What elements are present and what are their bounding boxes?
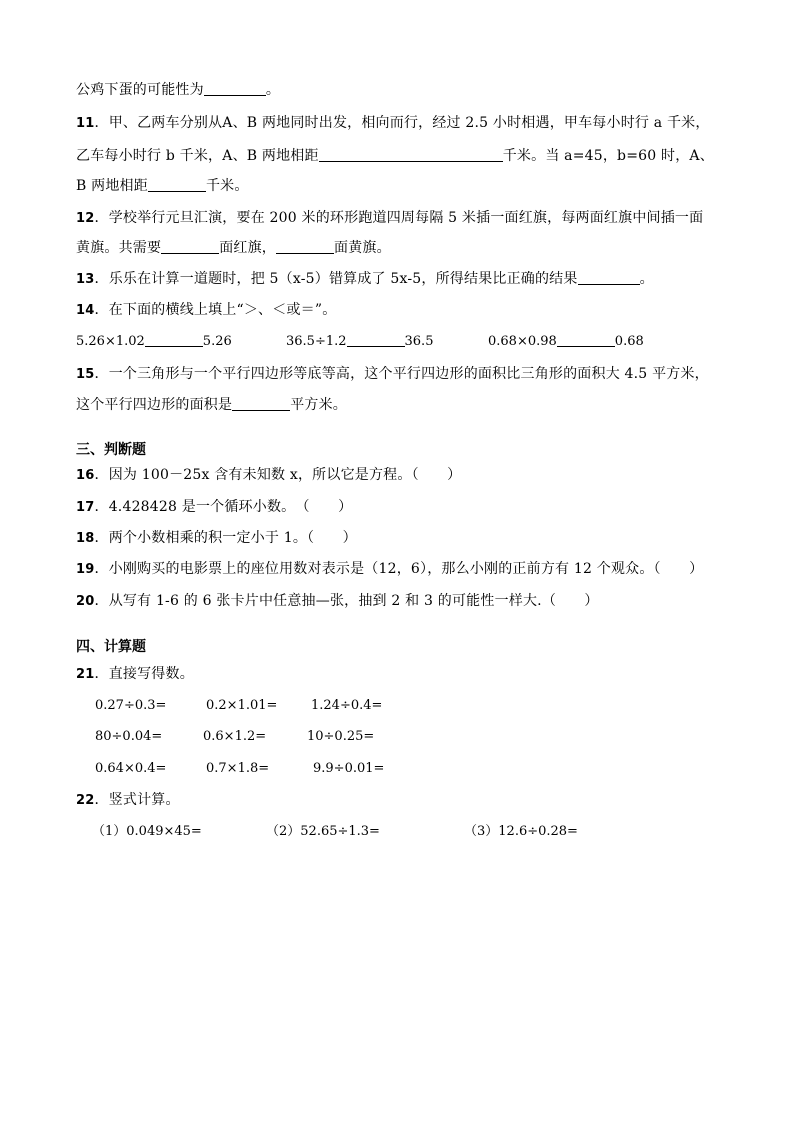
question-number: 12	[76, 211, 95, 226]
question-10-tail	[76, 80, 280, 100]
q18-text: ．两个小数相乘的积一定小于 1。（ ）	[94, 530, 357, 546]
vertical-calc-item: （3）12.6÷0.28=	[464, 824, 578, 839]
question-11-line-3	[76, 176, 249, 196]
question-15-line-2	[76, 395, 347, 415]
question-12-line-2	[76, 238, 391, 258]
answer-blank[interactable]	[578, 270, 640, 285]
oral-calc-item: 80÷0.04=	[95, 729, 163, 744]
question-13	[76, 269, 654, 290]
q22-text: ．竖式计算。	[94, 792, 180, 808]
q15-text: 平方米。	[290, 397, 348, 413]
question-11-line-2	[76, 146, 714, 166]
question-number: 19	[76, 562, 95, 577]
question-number: 13	[76, 272, 95, 287]
oral-calc-item: 10÷0.25=	[307, 729, 375, 744]
compare-left: 5.26×1.02	[76, 334, 145, 349]
compare-left: 0.68×0.98	[488, 334, 557, 349]
compare-item	[286, 332, 433, 352]
vertical-calc-item: （2）52.65÷1.3=	[266, 824, 380, 839]
oral-calc-item: 9.9÷0.01=	[313, 761, 385, 776]
question-number: 22	[76, 793, 95, 808]
question-number: 18	[76, 531, 95, 546]
question-number: 21	[76, 667, 95, 682]
q14-text: ．在下面的横线上填上“＞、＜或＝”。	[94, 302, 337, 318]
compare-item	[76, 332, 232, 352]
oral-calc-item: 0.2×1.01=	[206, 698, 278, 713]
question-16	[76, 465, 461, 486]
question-11-line-1	[76, 113, 710, 134]
question-12-line-1	[76, 208, 703, 229]
q11-text: ．甲、乙两车分别从A、B 两地同时出发，相向而行，经过 2.5 小时相遇，甲车每小时行 a 千米，	[94, 115, 710, 131]
question-number: 17	[76, 500, 95, 515]
q10-end: 。	[265, 82, 281, 98]
answer-blank[interactable]	[232, 396, 290, 411]
q15-text: ．一个三角形与一个平行四边形等底等高，这个平行四边形的面积比三角形的面积大 4.5 平方米，	[94, 366, 709, 382]
vertical-calc-item: （1）0.049×45=	[92, 824, 202, 839]
answer-blank[interactable]	[148, 177, 206, 192]
q17-text: ．4.428428 是一个循环小数。 （ ）	[94, 499, 353, 515]
q21-text: ．直接写得数。	[94, 666, 194, 682]
q15-text: 这个平行四边形的面积是	[76, 397, 233, 413]
oral-calc-item: 0.64×0.4=	[95, 761, 167, 776]
answer-blank[interactable]	[347, 332, 405, 347]
section-title: 四、计算题	[76, 639, 146, 655]
q11-text: 千米。当 a=45，b=60 时，A、	[502, 148, 714, 164]
q11-text: 千米。	[205, 178, 249, 194]
q13-text: 。	[639, 271, 654, 287]
q20-text: ．从写有 1-6 的 6 张卡片中任意抽—张，抽到 2 和 3 的可能性一样大.（ ）	[94, 593, 599, 609]
question-17	[76, 497, 352, 518]
question-14	[76, 300, 336, 321]
compare-right: 5.26	[202, 334, 232, 349]
answer-blank[interactable]	[319, 147, 503, 162]
q12-text: ．学校举行元旦汇演，要在 200 米的环形跑道四周每隔 5 米插一面红旗，每两面红旗中间插一面	[94, 210, 704, 226]
q12-text: 黄旗。共需要	[76, 240, 162, 256]
q13-text: ．乐乐在计算一道题时，把 5（x-5）错算成了 5x-5，所得结果比正确的结果	[94, 271, 578, 287]
question-number: 16	[76, 468, 95, 483]
compare-right: 36.5	[404, 334, 434, 349]
question-20	[76, 591, 599, 612]
q12-text: 面红旗，	[219, 240, 277, 256]
q11-text: B 两地相距	[76, 178, 148, 194]
oral-calc-item: 0.27÷0.3=	[95, 698, 167, 713]
answer-blank[interactable]	[276, 239, 334, 254]
compare-item	[488, 332, 644, 352]
compare-right: 0.68	[614, 334, 644, 349]
question-21	[76, 664, 194, 685]
oral-calc-item: 0.6×1.2=	[203, 729, 267, 744]
question-number: 11	[76, 116, 95, 131]
compare-left: 36.5÷1.2	[286, 334, 347, 349]
q16-text: ．因为 100－25x 含有未知数 x，所以它是方程。（ ）	[94, 467, 462, 483]
answer-blank[interactable]	[204, 81, 266, 96]
q10-text: 公鸡下蛋的可能性为	[76, 82, 204, 98]
oral-calc-item: 1.24÷0.4=	[311, 698, 383, 713]
question-18	[76, 528, 357, 549]
question-19	[76, 559, 703, 580]
question-number: 14	[76, 303, 95, 318]
q19-text: ．小刚购买的电影票上的座位用数对表示是（12，6），那么小刚的正前方有 12 个观众。（ ）	[94, 561, 704, 577]
answer-blank[interactable]	[161, 239, 219, 254]
question-15-line-1	[76, 364, 709, 385]
answer-blank[interactable]	[557, 332, 615, 347]
section-title: 三、判断题	[76, 442, 146, 458]
question-number: 20	[76, 594, 95, 609]
answer-blank[interactable]	[145, 332, 203, 347]
oral-calc-item: 0.7×1.8=	[206, 761, 270, 776]
q12-text: 面黄旗。	[334, 240, 391, 256]
question-number: 15	[76, 367, 95, 382]
q11-text: 乙车每小时行 b 千米，A、B 两地相距	[76, 148, 319, 164]
question-22	[76, 790, 180, 811]
